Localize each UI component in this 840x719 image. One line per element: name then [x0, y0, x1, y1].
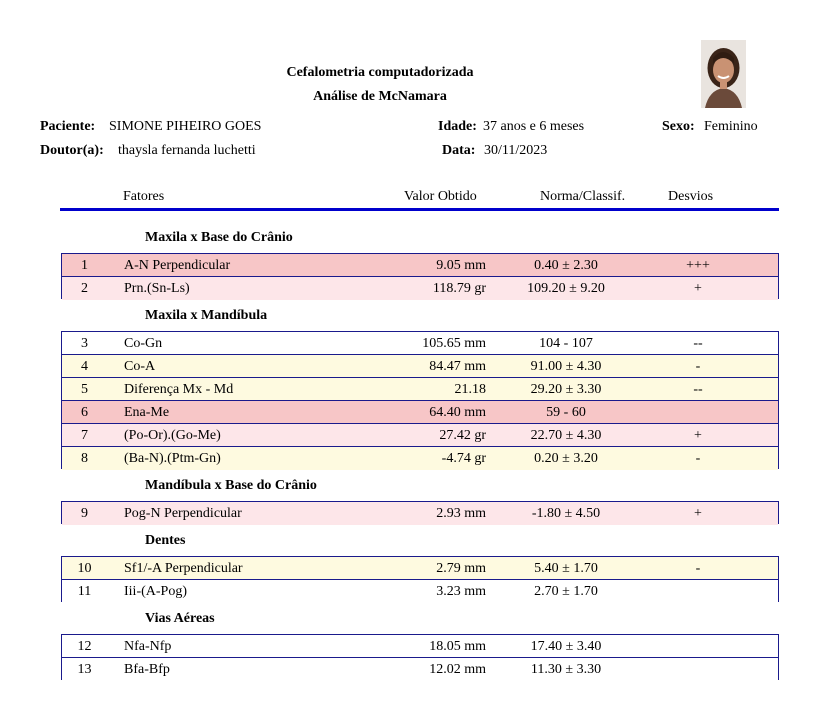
row-factor: (Po-Or).(Go-Me)	[124, 428, 221, 443]
row-value: 9.05 mm	[436, 258, 486, 273]
row-value: 105.65 mm	[422, 336, 486, 351]
section-table	[61, 556, 779, 602]
section-title: Dentes	[145, 533, 186, 548]
report-subtitle: Análise de McNamara	[313, 89, 447, 104]
section-table	[61, 501, 779, 524]
row-deviation: +	[694, 428, 702, 443]
column-header-norm: Norma/Classif.	[540, 189, 626, 204]
row-number: 1	[81, 258, 88, 273]
table-row	[62, 447, 778, 470]
row-factor: Iii-(A-Pog)	[124, 584, 187, 599]
row-norm: 91.00 ± 4.30	[530, 359, 602, 374]
row-norm: 0.40 ± 2.30	[534, 258, 598, 273]
table-row	[62, 277, 778, 300]
row-number: 7	[81, 428, 88, 443]
row-deviation: -	[695, 561, 701, 576]
table-row	[62, 332, 778, 355]
row-deviation: -	[695, 451, 701, 466]
row-value: 64.40 mm	[429, 405, 486, 420]
row-value: 84.47 mm	[429, 359, 486, 374]
row-number: 12	[77, 639, 92, 654]
row-factor: Sf1/-A Perpendicular	[124, 561, 243, 576]
row-value: 12.02 mm	[429, 662, 486, 677]
column-header-value: Valor Obtido	[404, 189, 477, 204]
section-table	[61, 634, 779, 680]
row-value: 27.42 gr	[439, 428, 486, 443]
date-value: 30/11/2023	[484, 143, 548, 158]
row-number: 10	[77, 561, 92, 576]
row-norm: 17.40 ± 3.40	[530, 639, 602, 654]
row-factor: A-N Perpendicular	[124, 258, 231, 273]
table-row	[62, 401, 778, 424]
row-factor: Diferença Mx - Md	[124, 382, 234, 397]
section-title: Mandíbula x Base do Crânio	[145, 478, 317, 493]
row-number: 11	[77, 584, 92, 599]
row-number: 3	[81, 336, 88, 351]
row-factor: (Ba-N).(Ptm-Gn)	[124, 451, 221, 466]
row-norm: 2.70 ± 1.70	[534, 584, 598, 599]
table-row	[62, 254, 778, 277]
row-number: 8	[81, 451, 88, 466]
row-factor: Ena-Me	[124, 405, 170, 420]
patient-photo-image	[701, 40, 746, 108]
row-factor: Co-Gn	[124, 336, 163, 351]
table-row	[62, 580, 778, 603]
row-number: 6	[81, 405, 88, 420]
row-factor: Prn.(Sn-Ls)	[124, 281, 190, 296]
sex-value: Feminino	[704, 119, 758, 134]
row-norm: 109.20 ± 9.20	[527, 281, 605, 296]
row-value: 18.05 mm	[429, 639, 486, 654]
age-value: 37 anos e 6 meses	[483, 119, 585, 134]
row-norm: 5.40 ± 1.70	[534, 561, 598, 576]
row-norm: 104 - 107	[539, 336, 593, 351]
report-title: Cefalometria computadorizada	[286, 65, 474, 80]
row-factor: Pog-N Perpendicular	[124, 506, 242, 521]
header-divider	[60, 208, 779, 211]
row-deviation: --	[693, 336, 703, 351]
column-header-factors: Fatores	[123, 189, 165, 204]
row-number: 13	[77, 662, 92, 677]
row-factor: Nfa-Nfp	[124, 639, 172, 654]
patient-label: Paciente:	[40, 119, 96, 134]
row-norm: 29.20 ± 3.30	[530, 382, 602, 397]
row-norm: 11.30 ± 3.30	[530, 662, 602, 677]
row-factor: Co-A	[124, 359, 156, 374]
row-deviation: -	[695, 359, 701, 374]
row-value: -4.74 gr	[441, 451, 486, 466]
row-value: 21.18	[454, 382, 486, 397]
row-value: 2.93 mm	[436, 506, 486, 521]
sex-label: Sexo:	[662, 119, 695, 134]
table-row	[62, 658, 778, 681]
row-number: 4	[81, 359, 88, 374]
section-title: Maxila x Mandíbula	[145, 308, 268, 323]
patient-photo	[701, 40, 746, 108]
row-deviation: +++	[686, 258, 710, 273]
table-row	[62, 424, 778, 447]
section-table	[61, 253, 779, 299]
section-title: Vias Aéreas	[145, 611, 215, 626]
table-row	[62, 502, 778, 525]
doctor-label: Doutor(a):	[40, 143, 104, 158]
date-label: Data:	[442, 143, 476, 158]
row-value: 118.79 gr	[432, 281, 486, 296]
age-label: Idade:	[438, 119, 477, 134]
table-row	[62, 557, 778, 580]
doctor-name: thaysla fernanda luchetti	[118, 143, 256, 158]
table-row	[62, 635, 778, 658]
row-norm: 59 - 60	[546, 405, 586, 420]
row-value: 2.79 mm	[436, 561, 486, 576]
table-row	[62, 378, 778, 401]
table-row	[62, 355, 778, 378]
row-norm: 22.70 ± 4.30	[530, 428, 602, 443]
row-value: 3.23 mm	[436, 584, 486, 599]
row-deviation: --	[693, 382, 703, 397]
row-number: 9	[81, 506, 88, 521]
section-title: Maxila x Base do Crânio	[145, 230, 293, 245]
column-header-deviation: Desvios	[668, 189, 714, 204]
row-norm: -1.80 ± 4.50	[531, 506, 601, 521]
row-number: 2	[81, 281, 88, 296]
patient-name: SIMONE PIHEIRO GOES	[109, 119, 262, 134]
row-number: 5	[81, 382, 88, 397]
row-deviation: +	[694, 281, 702, 296]
section-table	[61, 331, 779, 469]
row-deviation: +	[694, 506, 702, 521]
row-norm: 0.20 ± 3.20	[534, 451, 598, 466]
row-factor: Bfa-Bfp	[124, 662, 170, 677]
